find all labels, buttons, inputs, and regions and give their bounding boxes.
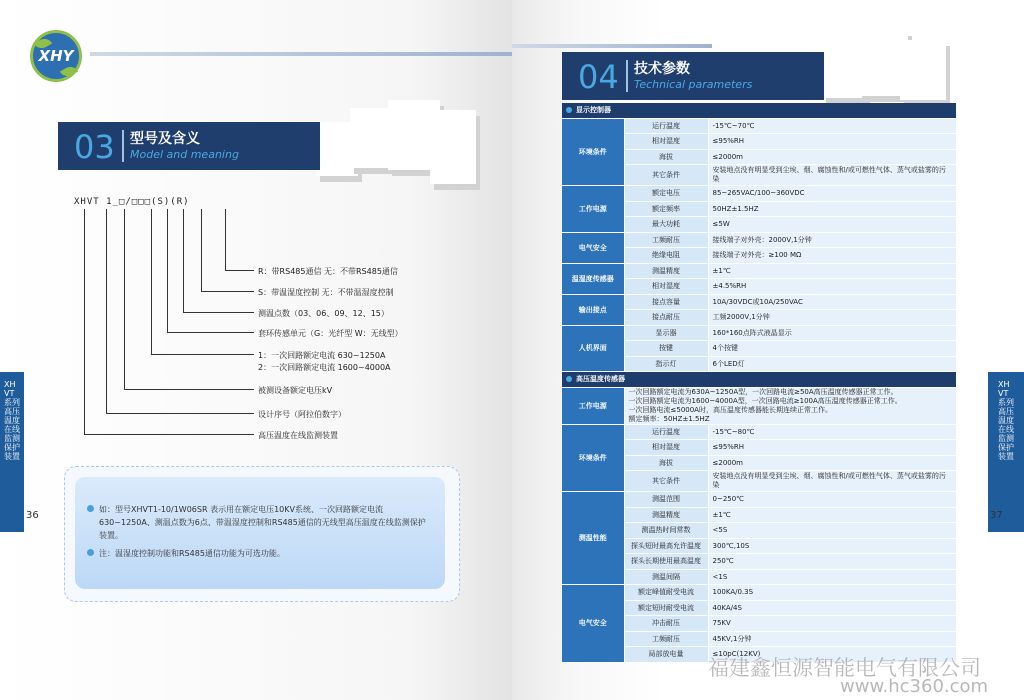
table-value-cell: 安装地点没有明显受到尘埃、烟、腐蚀性和/或可燃性气体、蒸气或盐雾的污染 — [708, 471, 956, 492]
section-dot-icon — [566, 376, 572, 382]
table-item-cell: 其它条件 — [624, 471, 708, 492]
table-value-cell: 0~250℃ — [708, 492, 956, 508]
table-row — [562, 325, 956, 341]
table-item-cell: 工频耐压 — [624, 631, 708, 647]
table-value-cell: <5S — [708, 523, 956, 539]
note-box — [64, 466, 460, 602]
table-item-cell: 相对湿度 — [624, 279, 708, 295]
table-section-row — [562, 103, 956, 118]
table-section-label: 显示控制器 — [576, 106, 611, 115]
table-row — [562, 294, 956, 310]
legend-s: S：带温湿度控制 无：不带温湿度控制 — [258, 288, 394, 297]
table-value-cell: 6个LED灯 — [708, 356, 956, 372]
table-value-cell: 10A/30VDC或10A/250VAC — [708, 294, 956, 310]
side-tab-right: XHVT系列 高压温度在线监测保护装置 — [988, 372, 1024, 532]
table-row — [562, 118, 956, 134]
power-line: 一次回路额定电流为1600~4000A型，一次回路电流≥100A高压温度传感器正常工作。 — [628, 396, 902, 405]
table-item-cell: 工频耐压 — [624, 232, 708, 248]
table-group-cell: 工作电源 — [562, 387, 624, 424]
table-item-cell: 其它条件 — [624, 165, 708, 186]
table-value-cell: ≤5W — [708, 217, 956, 233]
note-example: 如：型号XHVT1-10/1W06SR 表示用在额定电压10KV系统、一次回路额定电流630~1250A、测温点数为6点、带温湿度控制和RS485通信的无线型高压温度在线监测保护装置。 — [99, 503, 429, 542]
table-group-cell: 电气安全 — [562, 232, 624, 263]
legend-device: 高压温度在线监测装置 — [258, 431, 338, 440]
table-group-cell: 输出接点 — [562, 294, 624, 325]
power-line: 一次回路电流≤5000A时，高压温度传感器能长期连续正常工作。 — [628, 405, 832, 414]
table-row — [562, 492, 956, 508]
table-row — [562, 387, 956, 424]
legend-current-2: 2：一次回路额定电流 1600~4000A — [258, 363, 391, 372]
table-value-cell: ≤95%RH — [708, 440, 956, 456]
legend-voltage: 被测设备额定电压kV — [258, 386, 333, 395]
legend-points: 测温点数（03、06、09、12、15） — [258, 309, 389, 318]
legend-current-1: 1：一次回路额定电流 630~1250A — [258, 351, 386, 360]
table-value-cell: 安装地点没有明显受到尘埃、烟、腐蚀性和/或可燃性气体、蒸气或盐雾的污染 — [708, 165, 956, 186]
table-item-cell: 相对湿度 — [624, 440, 708, 456]
table-section-row — [562, 372, 956, 388]
section-header — [58, 122, 320, 170]
table-value-cell: ≤95%RH — [708, 134, 956, 150]
table-group-cell: 工作电源 — [562, 186, 624, 233]
table-item-cell: 测温热时间常数 — [624, 523, 708, 539]
table-value-cell: ≤10pC(12KV) — [708, 647, 956, 663]
table-item-cell: 显示器 — [624, 325, 708, 341]
table-value-cell: 接线端子对外壳：2000V,1分钟 — [708, 232, 956, 248]
legend-r: R：带RS485通信 无：不带RS485通信 — [258, 267, 398, 276]
table-item-cell: 指示灯 — [624, 356, 708, 372]
section-title-cn: 技术参数 — [634, 61, 690, 77]
table-value-cell: 100KA/0.3S — [708, 585, 956, 601]
table-item-cell: 按键 — [624, 341, 708, 357]
table-item-cell: 运行温度 — [624, 118, 708, 134]
section-title-en: Model and meaning — [130, 148, 239, 161]
section-dot-icon — [566, 107, 572, 113]
table-group-cell: 电气安全 — [562, 585, 624, 663]
table-item-cell: 额定电压 — [624, 186, 708, 202]
table-item-cell: 额定频率 — [624, 201, 708, 217]
table-value-cell: 160*160点阵式液晶显示 — [708, 325, 956, 341]
table-group-cell: 环境条件 — [562, 118, 624, 186]
section-number: 03 — [74, 128, 115, 166]
table-value-cell: ±1℃ — [708, 507, 956, 523]
table-item-cell: 绝缘电阻 — [624, 248, 708, 264]
table-value-cell: ±1℃ — [708, 263, 956, 279]
page-number-left: 36 — [26, 510, 39, 521]
legend-sensor: 套环传感单元（G：光纤型 W：无线型） — [258, 329, 403, 338]
watermark-company: 福建鑫恒源智能电气有限公司 — [708, 656, 981, 680]
page-number-right: 37 — [990, 510, 1003, 521]
table-value-cell: 接线端子对外壳：≥100 MΩ — [708, 248, 956, 264]
section-header-right — [562, 52, 824, 100]
table-item-cell: 测温间隔 — [624, 569, 708, 585]
table-item-cell: 海拔 — [624, 149, 708, 165]
table-section-label: 高压温度传感器 — [576, 375, 625, 384]
table-item-cell: 局部放电量 — [624, 647, 708, 663]
table-power-cell — [624, 387, 956, 424]
table-item-cell: 测温精度 — [624, 507, 708, 523]
bullet-icon — [87, 505, 94, 512]
table-item-cell: 测温范围 — [624, 492, 708, 508]
table-item-cell: 运行温度 — [624, 424, 708, 440]
table-item-cell: 探头长期使用最高温度 — [624, 554, 708, 570]
table-value-cell: 4个按键 — [708, 341, 956, 357]
table-item-cell: 冲击耐压 — [624, 616, 708, 632]
table-value-cell: 75KV — [708, 616, 956, 632]
table-value-cell: ±4.5%RH — [708, 279, 956, 295]
top-rule-right — [512, 44, 712, 48]
table-value-cell: ≤2000m — [708, 149, 956, 165]
note-optional: 注：温湿度控制功能和RS485通信功能为可选功能。 — [99, 547, 429, 560]
table-section-title — [562, 103, 956, 118]
table-item-cell: 接点耐压 — [624, 310, 708, 326]
table-group-cell: 人机界面 — [562, 325, 624, 372]
table-value-cell: <1S — [708, 569, 956, 585]
table-item-cell: 探头短时最高允许温度 — [624, 538, 708, 554]
table-row — [562, 232, 956, 248]
top-rule — [90, 52, 512, 56]
section-title-cn: 型号及含义 — [130, 131, 200, 147]
table-item-cell: 最大功耗 — [624, 217, 708, 233]
table-value-cell: 工频2000V,1分钟 — [708, 310, 956, 326]
table-value-cell: 250℃ — [708, 554, 956, 570]
table-row — [562, 424, 956, 440]
legend-design: 设计序号（阿拉伯数字） — [258, 410, 346, 419]
power-line: 额定频率：50HZ±1.5HZ — [628, 414, 710, 423]
table-value-cell: 300℃,10S — [708, 538, 956, 554]
table-value-cell: 45KV,1分钟 — [708, 631, 956, 647]
watermark-site: www.hc360.com — [840, 676, 989, 697]
table-row — [562, 186, 956, 202]
table-item-cell: 额定短时耐受电流 — [624, 600, 708, 616]
power-line: 一次回路额定电流为630A~1250A型，一次回路电流≥50A高压温度传感器正常工作。 — [628, 387, 898, 396]
table-section-title — [562, 372, 956, 388]
table-group-cell: 温湿度传感器 — [562, 263, 624, 294]
table-item-cell: 测温精度 — [624, 263, 708, 279]
table-value-cell: 40KA/4S — [708, 600, 956, 616]
table-value-cell: 50HZ±1.5HZ — [708, 201, 956, 217]
spec-table — [562, 103, 956, 663]
side-tab-left: XHVT系列 高压温度在线监测保护装置 — [0, 372, 24, 532]
table-item-cell: 额定峰值耐受电流 — [624, 585, 708, 601]
section-title-en: Technical parameters — [634, 78, 753, 91]
table-value-cell: -15℃~70℃ — [708, 118, 956, 134]
bullet-icon — [87, 549, 94, 556]
company-logo: XHY — [30, 30, 82, 82]
table-group-cell: 测温性能 — [562, 492, 624, 585]
table-row — [562, 263, 956, 279]
table-value-cell: ≤2000m — [708, 455, 956, 471]
table-item-cell: 海拔 — [624, 455, 708, 471]
table-group-cell: 环境条件 — [562, 424, 624, 492]
table-row — [562, 585, 956, 601]
model-code: XHVT 1_□/□□□(S)(R) — [74, 197, 190, 207]
table-value-cell: 85~265VAC/100~360VDC — [708, 186, 956, 202]
section-number: 04 — [578, 58, 619, 96]
table-item-cell: 接点容量 — [624, 294, 708, 310]
table-item-cell: 相对湿度 — [624, 134, 708, 150]
table-value-cell: -15℃~80℃ — [708, 424, 956, 440]
